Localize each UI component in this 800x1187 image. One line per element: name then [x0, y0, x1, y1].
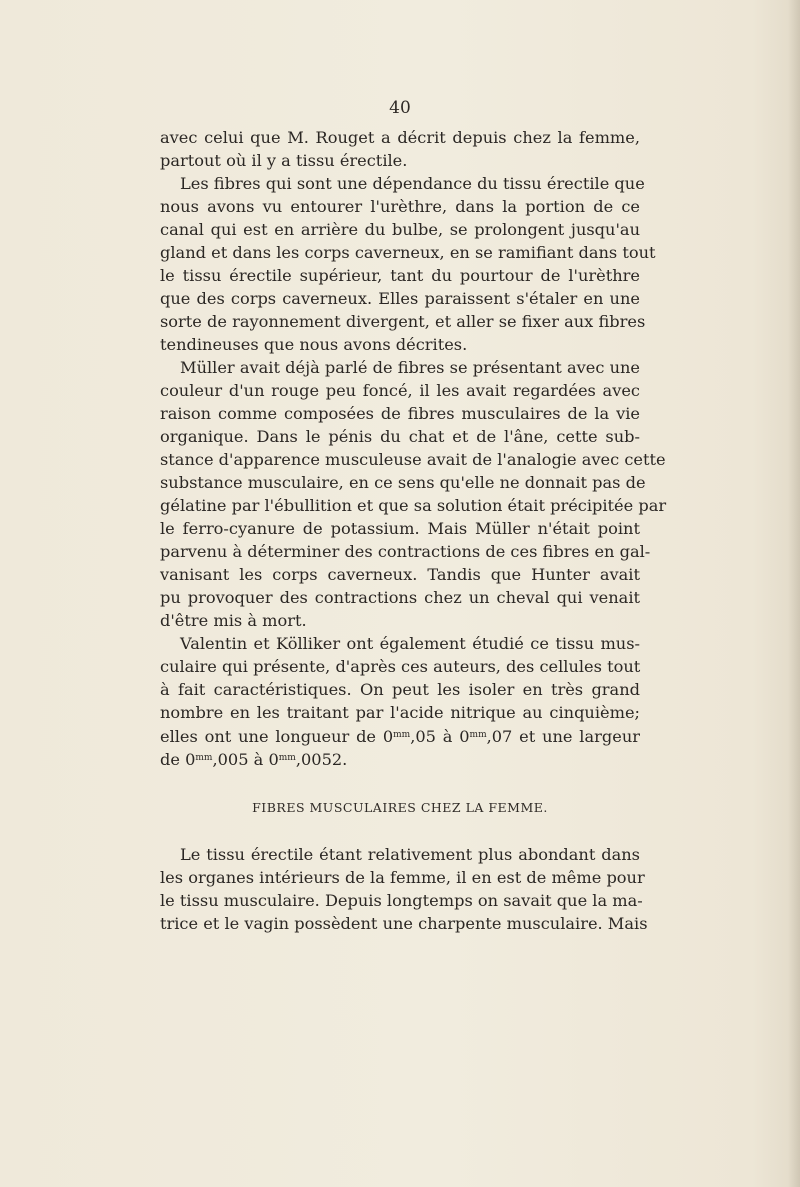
text-line-measurements [160, 747, 640, 770]
unit-superscript: mm [393, 730, 411, 740]
text-line: raison comme composées de fibres musculaires de la vie [160, 404, 640, 423]
text-line: que des corps caverneux. Elles paraissent s'étaler en une [160, 289, 640, 308]
text-line: trice et le vagin possèdent une charpente musculaire. Mais [160, 914, 648, 933]
text-line: stance d'apparence musculeuse avait de l'analogie avec cette [160, 450, 666, 469]
section-heading: FIBRES MUSCULAIRES CHEZ LA FEMME. [252, 800, 548, 815]
text-line: organique. Dans le pénis du chat et de l'âne, cette sub- [160, 427, 640, 446]
measure-text: ,005 à 0 [212, 750, 279, 769]
page-edge-shadow [788, 0, 800, 1187]
measure-text: ,0052. [295, 750, 348, 769]
text-line: le tissu musculaire. Depuis longtemps on savait que la ma- [160, 891, 643, 910]
text-line: parvenu à déterminer des contractions de ces fibres en gal- [160, 542, 651, 561]
text-line: vanisant les corps caverneux. Tandis que Hunter avait [160, 565, 640, 584]
text-line: culaire qui présente, d'après ces auteurs, des cellules tout [160, 657, 641, 676]
text-line: substance musculaire, en ce sens qu'elle ne donnait pas de [160, 473, 646, 492]
measure-text: ,05 à 0 [410, 727, 470, 746]
page-number: 40 [389, 98, 411, 118]
text-line: Valentin et Kölliker ont également étudié ce tissu mus- [180, 634, 640, 653]
text-line: le tissu érectile supérieur, tant du pourtour de l'urèthre [160, 266, 640, 285]
measure-text: ,07 et une largeur [486, 727, 640, 746]
text-line: avec celui que M. Rouget a décrit depuis chez la femme, [160, 128, 640, 147]
text-line: à fait caractéristiques. On peut les isoler en très grand [160, 680, 640, 699]
text-line: partout où il y a tissu érectile. [160, 151, 408, 170]
text-line: gélatine par l'ébullition et que sa solution était précipitée par [160, 496, 667, 515]
text-line: couleur d'un rouge peu foncé, il les avait regardées avec [160, 381, 640, 400]
measure-text: elles ont une longueur de 0 [160, 727, 394, 746]
text-line: sorte de rayonnement divergent, et aller se fixer aux fibres [160, 312, 646, 331]
unit-superscript: mm [469, 730, 487, 740]
text-line: pu provoquer des contractions chez un cheval qui venait [160, 588, 640, 607]
measure-text: de 0 [160, 750, 196, 769]
text-line: nombre en les traitant par l'acide nitrique au cinquième; [160, 703, 640, 722]
text-line: Le tissu érectile étant relativement plus abondant dans [180, 845, 640, 864]
text-line: gland et dans les corps caverneux, en se ramifiant dans tout [160, 243, 656, 262]
unit-superscript: mm [278, 753, 296, 763]
text-line: d'être mis à mort. [160, 611, 307, 630]
text-line: nous avons vu entourer l'urèthre, dans la portion de ce [160, 197, 640, 216]
text-line: les organes intérieurs de la femme, il en est de même pour [160, 868, 645, 887]
text-line: tendineuses que nous avons décrites. [160, 335, 468, 354]
text-line: Les fibres qui sont une dépendance du tissu érectile que [180, 174, 645, 193]
text-line: canal qui est en arrière du bulbe, se prolongent jusqu'au [160, 220, 640, 239]
unit-superscript: mm [195, 753, 213, 763]
text-line: le ferro-cyanure de potassium. Mais Müller n'était point [160, 519, 640, 538]
text-line-measurements [160, 724, 640, 747]
text-line: Müller avait déjà parlé de fibres se présentant avec une [180, 358, 640, 377]
